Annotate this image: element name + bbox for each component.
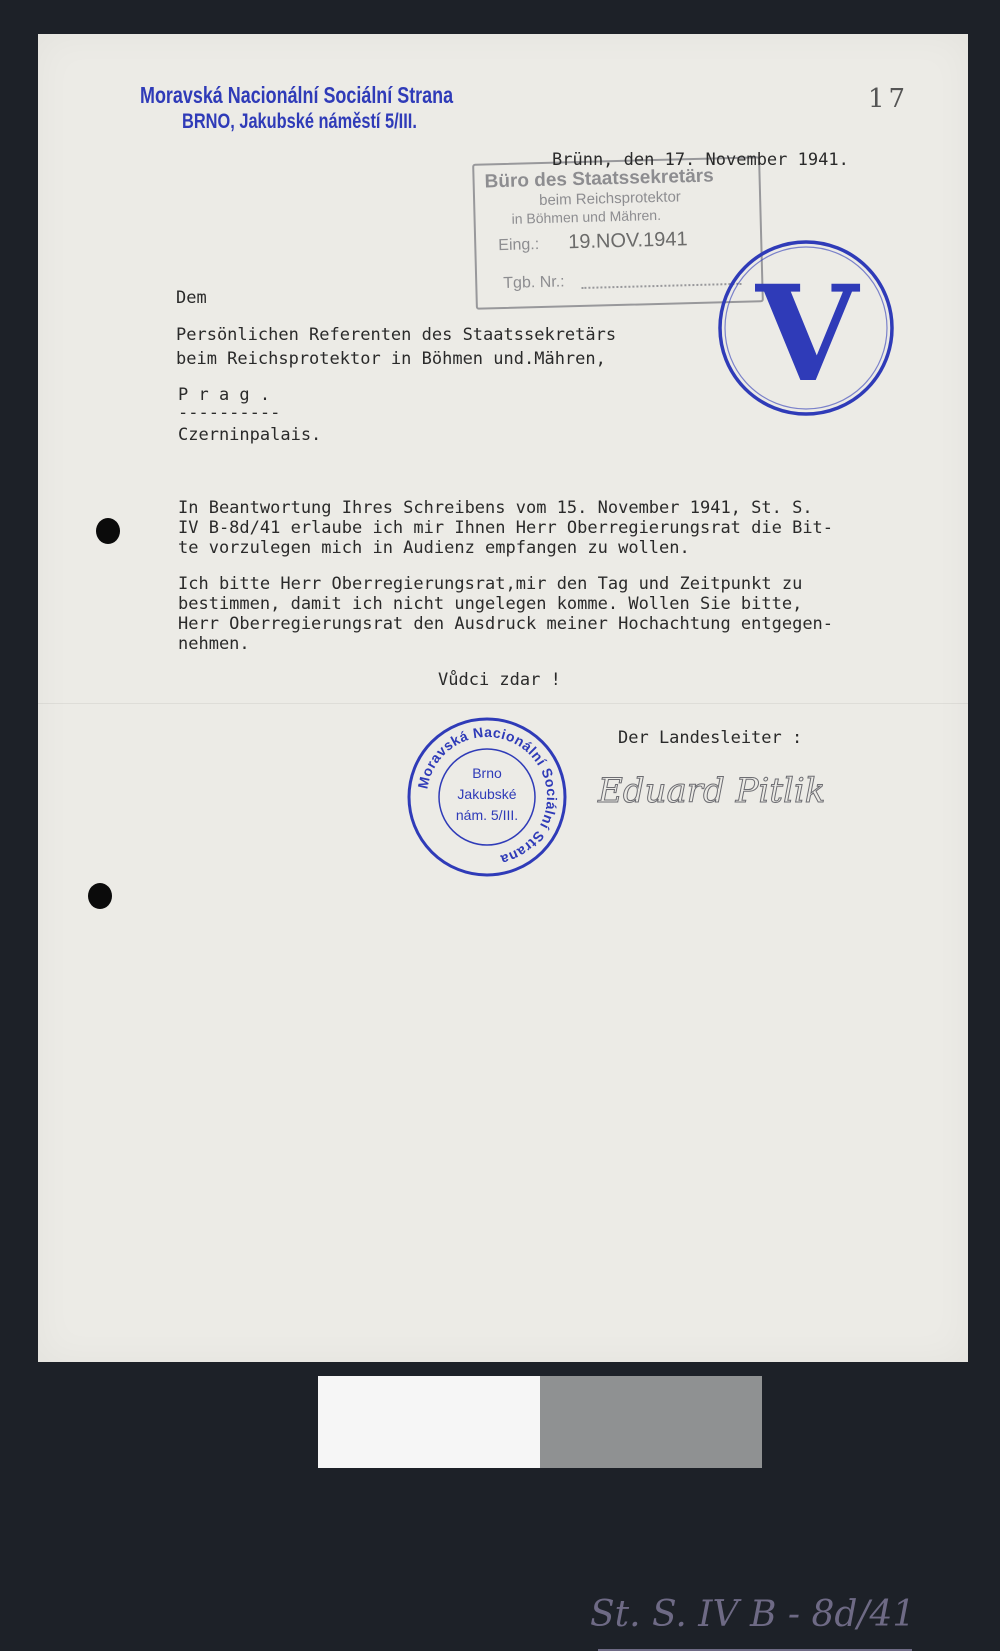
round-stamp-center-line3: nám. 5/III. <box>455 807 519 823</box>
handwritten-signature <box>594 752 844 822</box>
receipt-stamp-line3: in Böhmen und Mähren. <box>511 206 662 227</box>
calibration-swatch-gray <box>540 1376 762 1468</box>
signature-text: Eduard Pitlik <box>598 771 826 811</box>
receipt-stamp-eing-label: Eing.: <box>498 236 540 255</box>
recipient-line1: Persönlichen Referenten des Staatssekretärs <box>176 325 617 345</box>
body-para1-line2: IV B-8d/41 erlaube ich mir Ihnen Herr Oberregierungsrat die Bit- <box>178 518 834 538</box>
punch-hole-upper <box>96 518 120 544</box>
receipt-stamp-tgb-label: Tgb. Nr.: <box>503 273 565 293</box>
signature-title: Der Landesleiter : <box>618 728 803 748</box>
closing-greeting: Vůdci zdar ! <box>438 670 561 690</box>
reference-number: St. S. IV B - 8d/41 <box>590 1594 916 1635</box>
body-para2-line3: Herr Oberregierungsrat den Ausdruck meiner Hochachtung entgegen- <box>178 614 834 634</box>
date-line: Brünn, den 17. November 1941. <box>552 150 849 170</box>
receipt-stamp-office: Büro des Staatssekretärs <box>484 165 714 193</box>
letterhead-address: BRNO, Jakubské náměstí 5/III. <box>182 110 417 133</box>
party-round-stamp <box>406 716 568 878</box>
receipt-stamp-line2: beim Reichsprotektor <box>538 188 682 210</box>
body-para1-line1: In Beantwortung Ihres Schreibens vom 15. November 1941, St. S. <box>178 498 813 518</box>
calibration-swatch-white <box>318 1376 540 1468</box>
v-stamp-letter: V <box>755 257 859 412</box>
salutation: Dem <box>176 288 207 308</box>
v-stamp <box>716 240 896 420</box>
recipient-line2: beim Reichsprotektor in Böhmen und.Mähren, <box>176 349 606 369</box>
body-para2-line2: bestimmen, damit ich nicht ungelegen komme. Wollen Sie bitte, <box>178 594 803 614</box>
letterhead-party-name: Moravská Nacionální Sociální Strana <box>140 82 454 108</box>
recipient-city-underline: ---------- <box>178 403 281 423</box>
round-stamp-ring-text: Moravská Nacionální Sociální Strana <box>414 723 561 869</box>
round-stamp-center-line1: Brno <box>472 765 502 781</box>
punch-hole-lower <box>88 883 112 909</box>
body-para2-line1: Ich bitte Herr Oberregierungsrat,mir den Tag und Zeitpunkt zu <box>178 574 803 594</box>
folio-number: 17 <box>868 84 910 114</box>
receipt-stamp-date: 19.NOV.1941 <box>567 228 688 254</box>
round-stamp-center-line2: Jakubské <box>457 786 517 802</box>
recipient-address: Czerninpalais. <box>178 425 322 445</box>
body-para1-line3: te vorzulegen mich in Audienz empfangen zu wollen. <box>178 538 690 558</box>
recipient-city: P r a g . <box>178 385 271 405</box>
fold-line <box>38 703 968 704</box>
body-para2-line4: nehmen. <box>178 634 250 654</box>
